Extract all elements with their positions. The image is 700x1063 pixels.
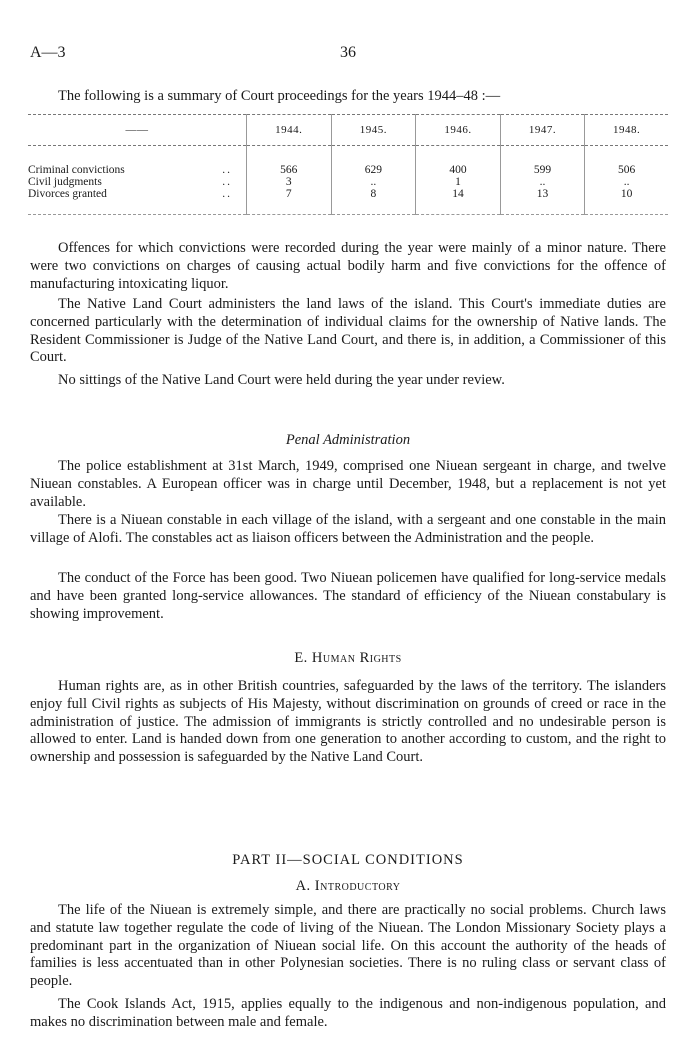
table-row — [28, 176, 668, 188]
court-proceedings-table — [28, 114, 668, 215]
row-label: Divorces granted — [28, 188, 107, 200]
table-cell: 400 — [416, 146, 501, 177]
row-label: Criminal convictions — [28, 164, 125, 176]
column-header: 1945. — [331, 115, 416, 146]
paragraph-land-court: The Native Land Court administers the land laws of the island. This Court's immediate duties are concerned particularly with the determination of individual claims for the ownership of Native lands. The Resident Commissioner is Judge of the Native Land Court, and there is, in addition, a Commissioner of this Court. — [30, 296, 666, 366]
leader-dots: .. — [222, 164, 232, 176]
column-header: 1947. — [500, 115, 585, 146]
table-cell: 3 — [247, 176, 332, 188]
row-label-cell — [28, 146, 247, 177]
table-cell: 506 — [585, 146, 668, 177]
paragraph-no-sittings: No sittings of the Native Land Court were held during the year under review. — [58, 372, 505, 388]
table-cell: 1 — [416, 176, 501, 188]
table-cell: 599 — [500, 146, 585, 177]
column-header: 1946. — [416, 115, 501, 146]
section-heading-penal: Penal Administration — [285, 432, 411, 448]
table-cell: 10 — [585, 188, 668, 215]
paragraph-social-life: The life of the Niuean is extremely simple, and there are practically no social problems. Church laws and statute law together regulate the code of living of the Niuean. The London Missionary Society plays a predominant part in the organization of Niuean social life. On this account the authority of the heads of families is less accentuated than in other Polynesian societies. There is no ruling class or servant class of people. — [30, 902, 666, 990]
column-header: —— — [28, 115, 247, 146]
paragraph-constables: There is a Niuean constable in each village of the island, with a sergeant and one constable in the main village of Alofi. The constables act as liaison officers between the Administration and the people. — [30, 512, 666, 546]
row-label-cell — [28, 176, 247, 188]
page-header — [30, 44, 666, 66]
section-heading-human-rights: E. Human Rights — [294, 650, 402, 666]
section-heading-introductory: A. Introductory — [295, 878, 401, 894]
column-header: 1944. — [247, 115, 332, 146]
table-cell: 14 — [416, 188, 501, 215]
leader-dots: .. — [222, 188, 232, 200]
table-cell: 13 — [500, 188, 585, 215]
table-cell: .. — [331, 176, 416, 188]
table-row — [28, 188, 668, 215]
paragraph-cook-islands-act: The Cook Islands Act, 1915, applies equally to the indigenous and non-indigenous population, and makes no discrimination between male and female. — [30, 996, 666, 1030]
table-cell: 629 — [331, 146, 416, 177]
table-header-row — [28, 115, 668, 146]
row-label-cell — [28, 188, 247, 215]
table-cell: 7 — [247, 188, 332, 215]
document-reference: A—3 — [30, 44, 66, 61]
table-row — [28, 146, 668, 177]
table-intro: The following is a summary of Court proceedings for the years 1944–48 :— — [58, 88, 501, 104]
table-cell: .. — [500, 176, 585, 188]
paragraph-offences: Offences for which convictions were recorded during the year were mainly of a minor nature. There were two convictions on charges of causing actual bodily harm and five convictions for the offence of manufacturing intoxicating liquor. — [30, 240, 666, 292]
page-number: 36 — [340, 44, 356, 61]
column-header: 1948. — [585, 115, 668, 146]
table-cell: .. — [585, 176, 668, 188]
part-heading: PART II—SOCIAL CONDITIONS — [232, 852, 464, 868]
paragraph-human-rights: Human rights are, as in other British countries, safeguarded by the laws of the territory. The islanders enjoy full Civil rights as subjects of His Majesty, without discrimination on grounds of creed or race in the administration of justice. The admission of immigrants is strictly controlled and no undesirable person is allowed to enter. Land is handed down from one generation to another according to custom, and the right to ownership and possession is safeguarded by the Native Land Court. — [30, 678, 666, 766]
leader-dots: .. — [222, 176, 232, 188]
paragraph-police: The police establishment at 31st March, 1949, comprised one Niuean sergeant in charge, and twelve Niuean constables. A European officer was in charge until December, 1948, but a replacement is not yet available. — [30, 458, 666, 510]
paragraph-conduct: The conduct of the Force has been good. Two Niuean policemen have qualified for long-service medals and have been granted long-service allowances. The standard of efficiency of the Niuean constabulary is showing improvement. — [30, 570, 666, 622]
table-cell: 8 — [331, 188, 416, 215]
row-label: Civil judgments — [28, 176, 102, 188]
table-cell: 566 — [247, 146, 332, 177]
